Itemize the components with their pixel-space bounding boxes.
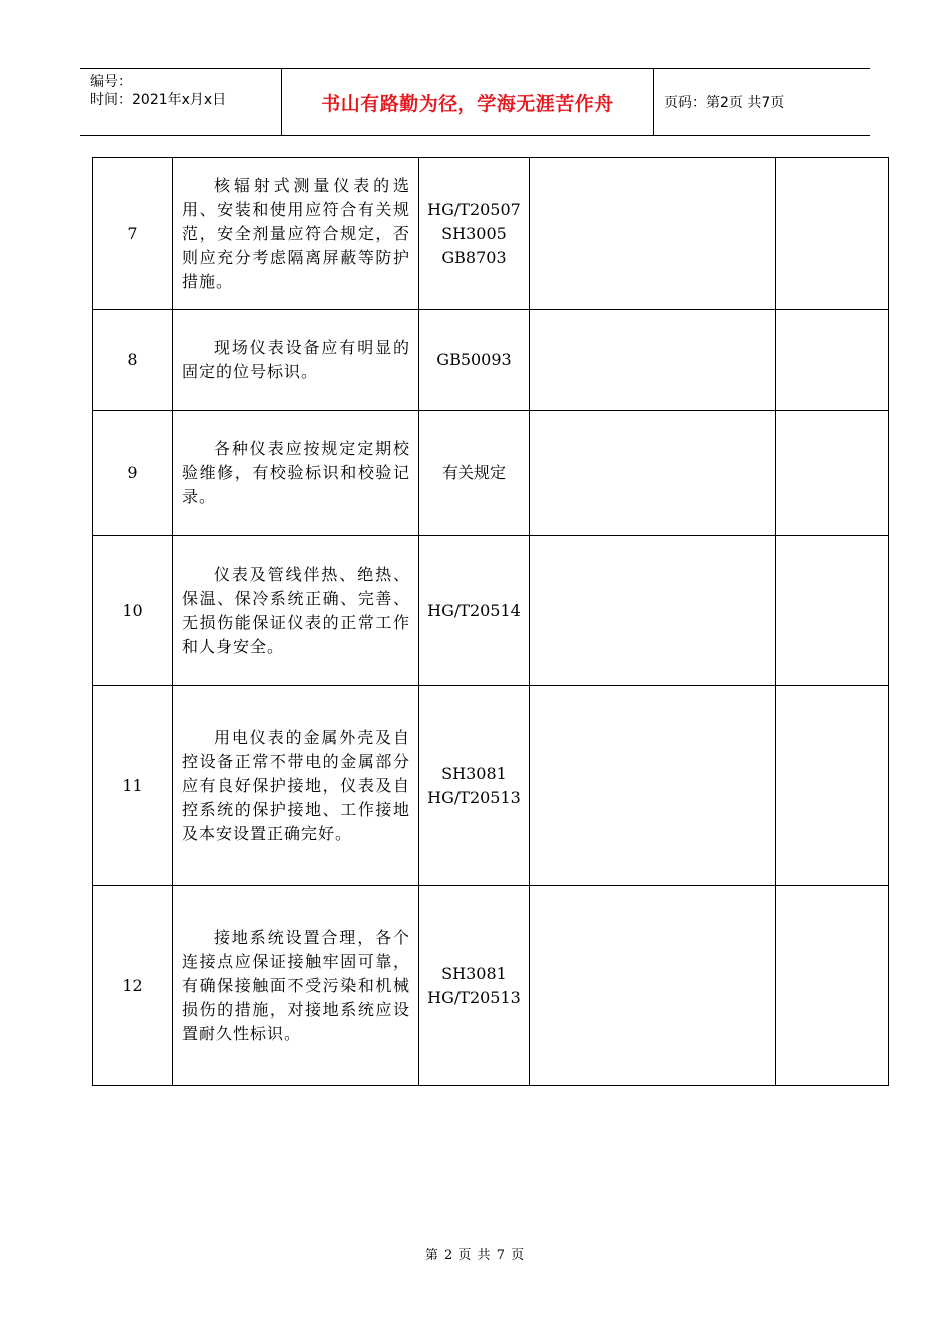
description-text: 各种仪表应按规定定期校验维修，有校验标识和校验记录。 — [182, 439, 410, 506]
row-description — [173, 158, 419, 310]
row-number: 9 — [93, 411, 173, 536]
standard-code: HG/T20514 — [427, 600, 521, 620]
row-number: 11 — [93, 686, 173, 886]
row-description — [173, 886, 419, 1086]
row-standard — [419, 411, 530, 536]
standard-code: 有关规定 — [441, 463, 506, 482]
header-motto: 书山有路勤为径，学海无涯苦作舟 — [282, 69, 654, 135]
standard-code: GB50093 — [436, 350, 512, 369]
description-text: 仪表及管线伴热、绝热、保温、保冷系统正确、完善、无损伤能保证仪表的正常工作和人身安全。 — [182, 564, 410, 656]
code-label: 编号： — [90, 74, 132, 90]
row-empty-cell — [776, 686, 889, 886]
description-text: 接地系统设置合理，各个连接点应保证接触牢固可靠，有确保接触面不受污染和机械损伤的措施，对接地系统应设置耐久性标识。 — [182, 927, 410, 1043]
row-empty-cell — [776, 158, 889, 310]
row-standard — [419, 886, 530, 1086]
table-row — [93, 536, 889, 686]
time-label: 时间：2021年x月x日 — [90, 92, 227, 108]
row-empty-cell — [530, 886, 776, 1086]
standard-code: SH3081 — [441, 763, 507, 783]
row-standard — [419, 158, 530, 310]
header-page-info: 页码：第2页 共7页 — [664, 95, 785, 111]
row-standard — [419, 310, 530, 411]
description-text: 核辐射式测量仪表的选用、安装和使用应符合有关规范，安全剂量应符合规定，否则应充分考虑隔离屏蔽等防护措施。 — [182, 175, 410, 291]
description-text: 用电仪表的金属外壳及自控设备正常不带电的金属部分应有良好保护接地，仪表及自控系统的保护接地、工作接地及本安设置正确完好。 — [182, 727, 410, 843]
row-empty-cell — [530, 411, 776, 536]
row-empty-cell — [776, 886, 889, 1086]
standard-code: HG/T20513 — [427, 787, 521, 807]
standard-code: SH3081 — [441, 963, 507, 983]
row-empty-cell — [776, 310, 889, 411]
row-description — [173, 686, 419, 886]
inspection-table — [92, 157, 889, 1086]
description-text: 现场仪表设备应有明显的固定的位号标识。 — [182, 338, 410, 381]
table-row — [93, 158, 889, 310]
table-row — [93, 686, 889, 886]
table-row — [93, 310, 889, 411]
row-empty-cell — [530, 310, 776, 411]
standard-code: GB8703 — [441, 247, 507, 267]
row-number: 7 — [93, 158, 173, 310]
row-empty-cell — [776, 411, 889, 536]
row-standard — [419, 686, 530, 886]
row-empty-cell — [530, 686, 776, 886]
row-description — [173, 411, 419, 536]
page-header — [80, 68, 870, 136]
table-row — [93, 411, 889, 536]
standard-code: HG/T20507 — [427, 199, 521, 219]
page-footer: 第 2 页 共 7 页 — [424, 1248, 526, 1263]
table-row — [93, 886, 889, 1086]
row-empty-cell — [530, 536, 776, 686]
row-standard — [419, 536, 530, 686]
row-description — [173, 310, 419, 411]
row-number: 8 — [93, 310, 173, 411]
standard-code: HG/T20513 — [427, 987, 521, 1007]
row-empty-cell — [776, 536, 889, 686]
row-number: 12 — [93, 886, 173, 1086]
row-number: 10 — [93, 536, 173, 686]
header-meta — [80, 69, 282, 135]
row-empty-cell — [530, 158, 776, 310]
row-description — [173, 536, 419, 686]
standard-code: SH3005 — [441, 223, 507, 243]
